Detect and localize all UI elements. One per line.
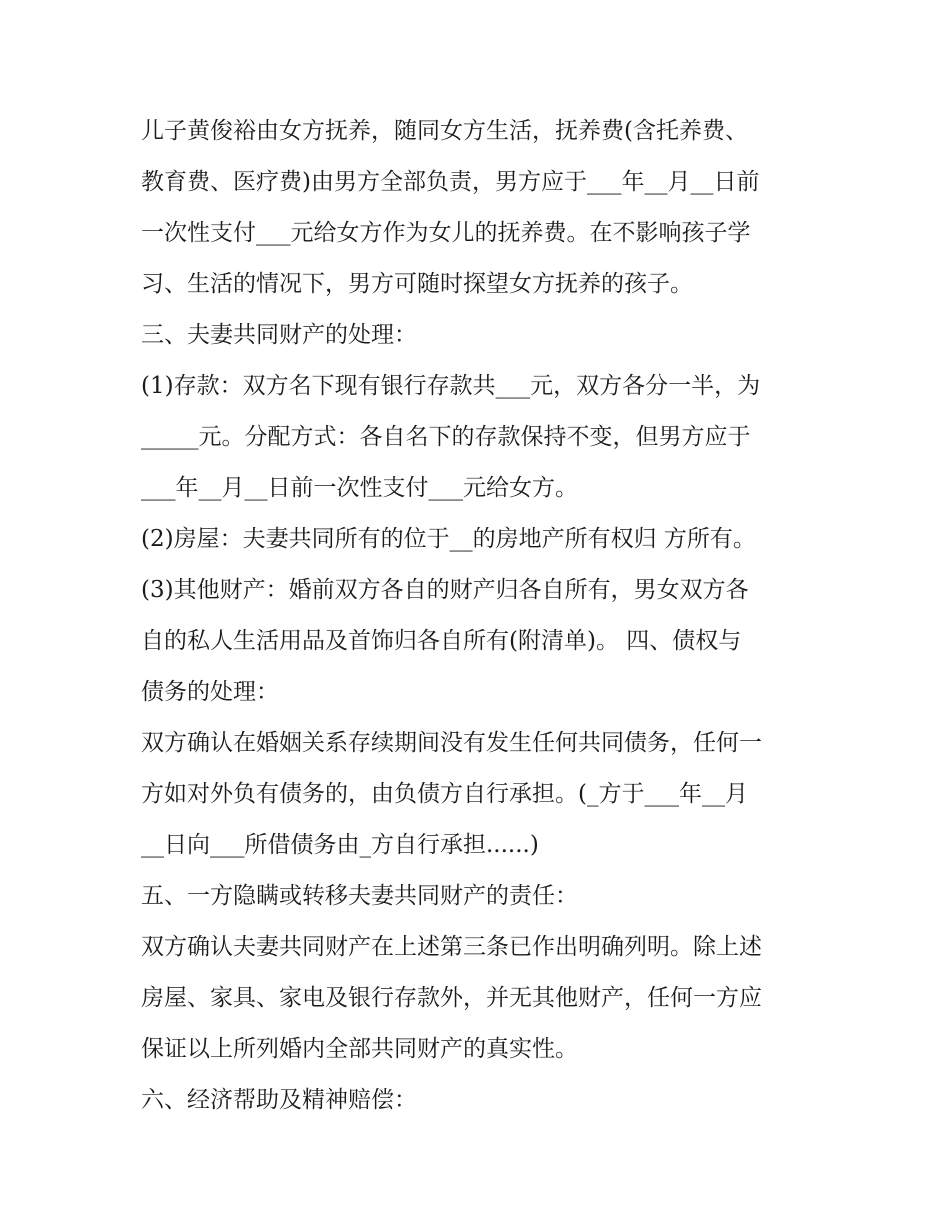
text-line: 习、生活的情况下，男方可随时探望女方抚养的孩子。 [141,271,693,297]
text-line: ___年__月__日前一次性支付___元给女方。 [141,475,578,501]
text-line: 保证以上所列婚内全部共同财产的真实性。 [141,1036,578,1062]
text-line: 双方确认在婚姻关系存续期间没有发生任何共同债务，任何一 [141,730,762,756]
text-line: 自的私人生活用品及首饰归各自所有(附清单)。 四、债权与 [141,628,742,654]
section-heading: 六、经济帮助及精神赔偿： [141,1087,417,1113]
text-line: __日向___所借债务由_方自行承担......) [141,832,539,858]
text-line: 一次性支付___元给女方作为女儿的抚养费。在不影响孩子学 [141,220,751,246]
text-line: 方如对外负有债务的，由负债方自行承担。(_方于___年__月 [141,781,748,807]
section-heading: 五、一方隐瞒或转移夫妻共同财产的责任： [141,883,578,909]
section-heading: 三、夫妻共同财产的处理： [141,322,417,348]
text-line: (1)存款：双方名下现有银行存款共___元，双方各分一半，为 [141,373,761,399]
text-line: (2)房屋：夫妻共同所有的位于__的房地产所有权归 方所有。 [141,526,756,552]
text-line: 债务的处理： [141,679,279,705]
text-line: (3)其他财产：婚前双方各自的财产归各自所有，男女双方各 [141,577,749,603]
document-body [141,106,821,1126]
text-line: 儿子黄俊裕由女方抚养，随同女方生活，抚养费(含托养费、 [141,118,748,144]
text-line: 双方确认夫妻共同财产在上述第三条已作出明确列明。除上述 [141,934,762,960]
text-line: 教育费、医疗费)由男方全部负责，男方应于___年__月__日前 [141,169,760,195]
text-line: 房屋、家具、家电及银行存款外，并无其他财产，任何一方应 [141,985,762,1011]
text-line: _____元。分配方式：各自名下的存款保持不变，但男方应于 [141,424,751,450]
